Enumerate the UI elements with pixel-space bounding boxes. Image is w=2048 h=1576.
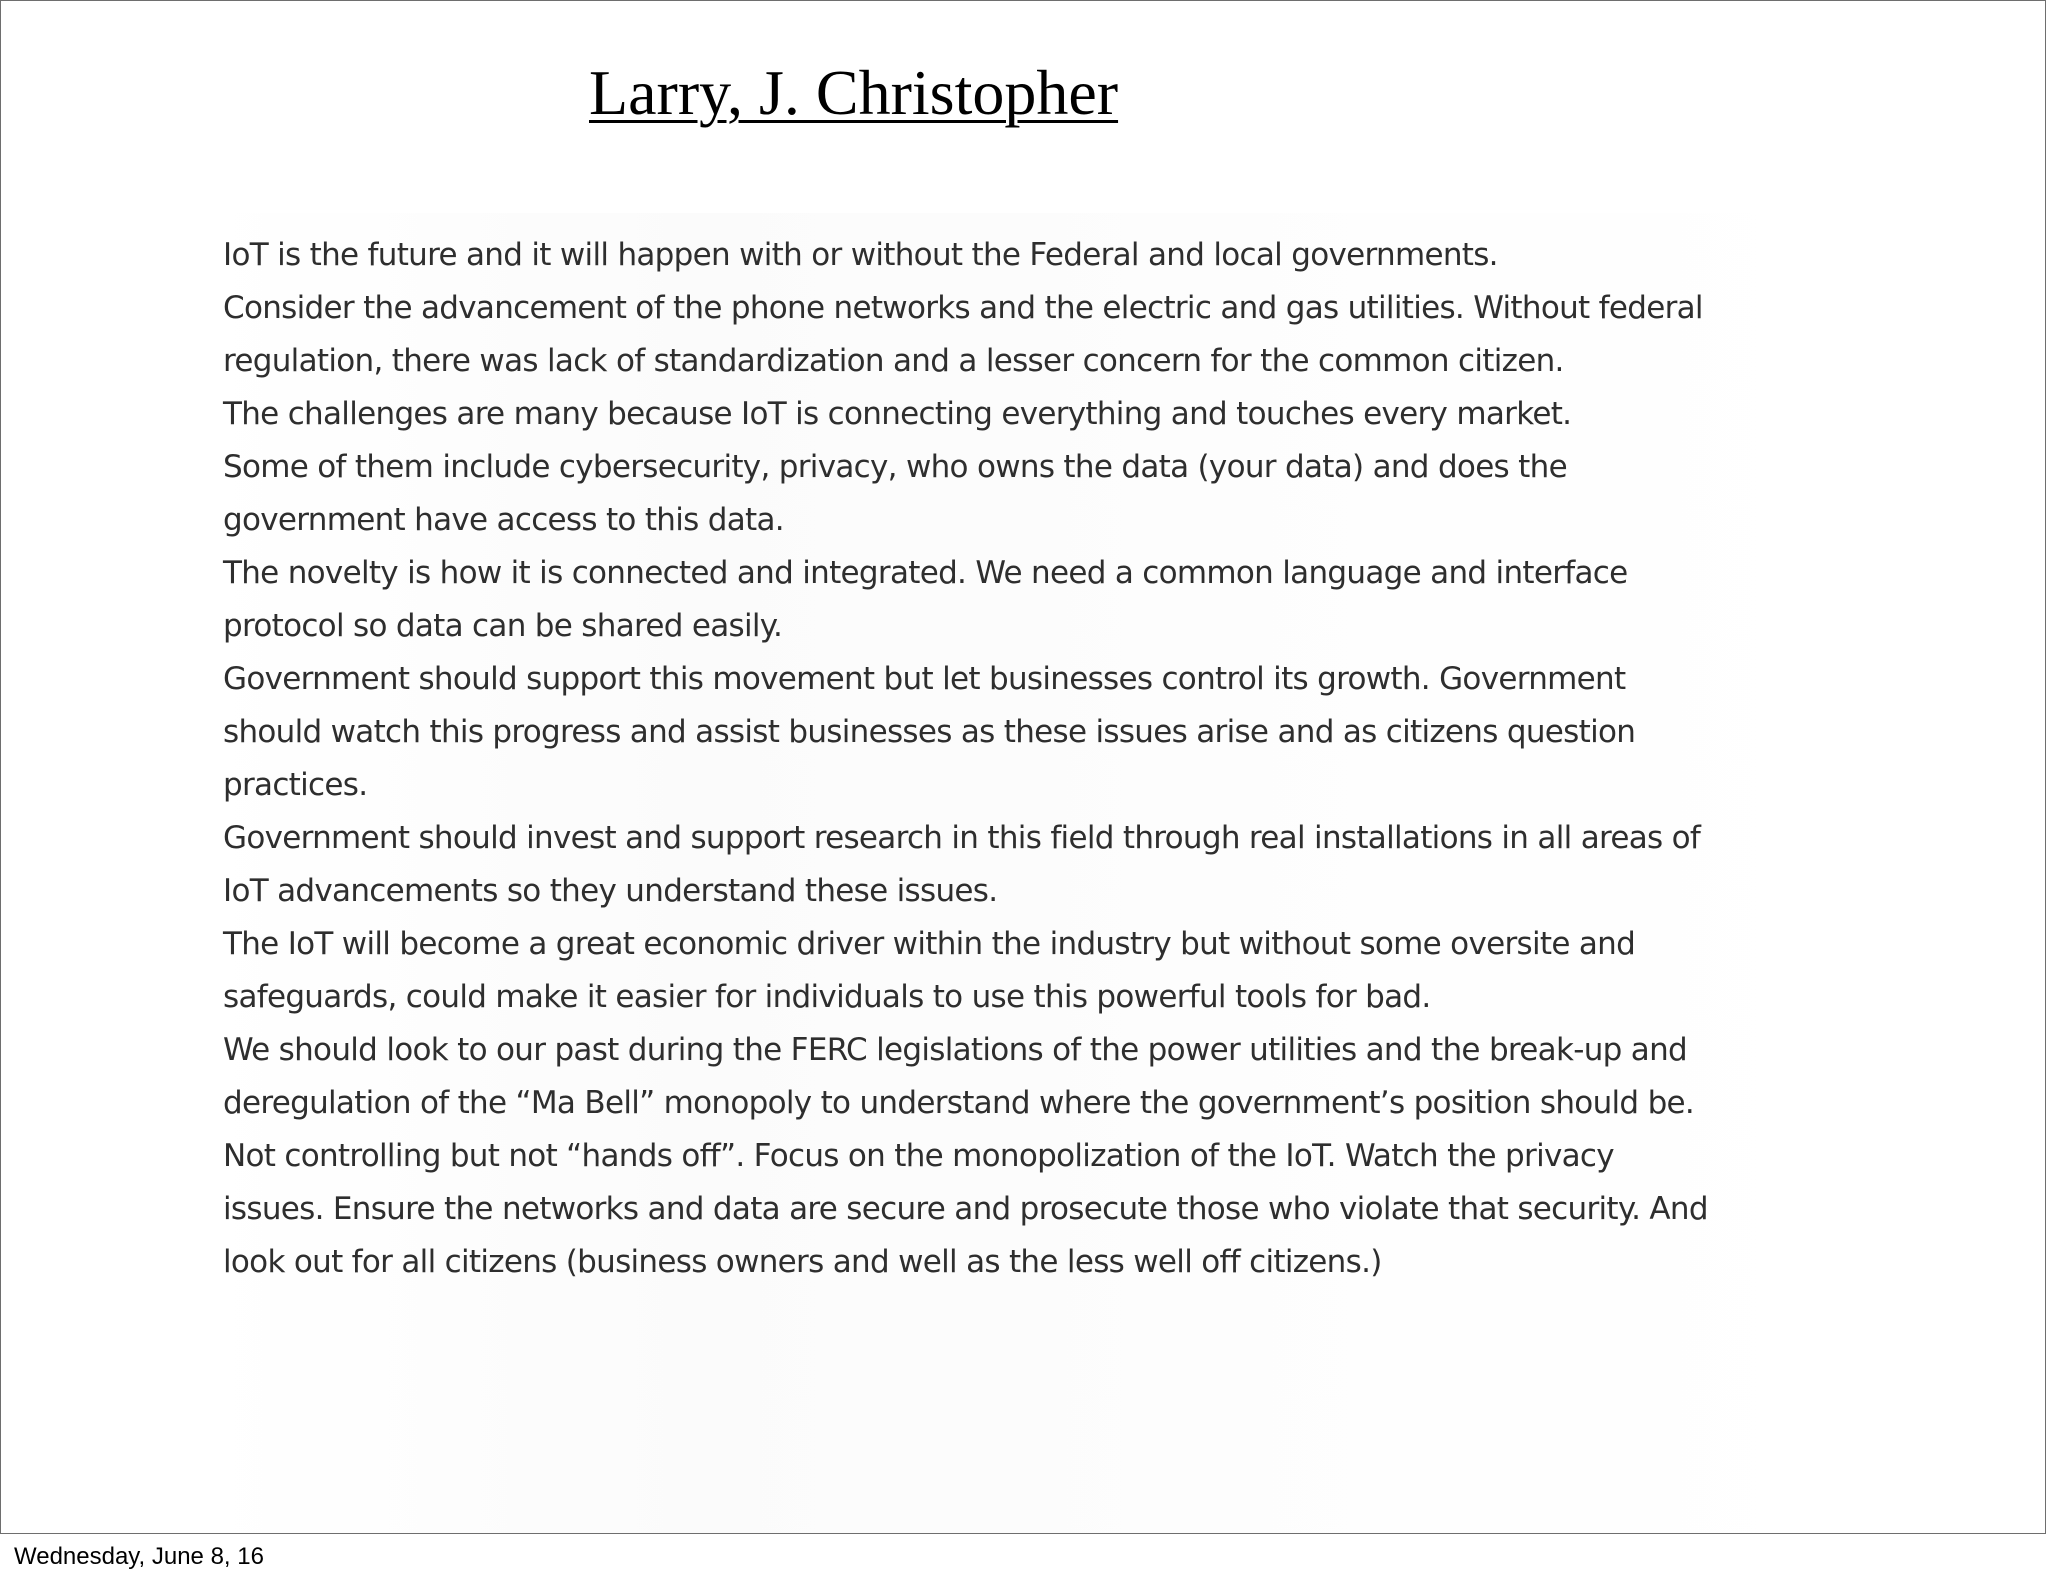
- body-line: protocol so data can be shared easily.: [223, 608, 783, 644]
- body-line: should watch this progress and assist businesses as these issues arise and as citizens question: [223, 714, 1636, 750]
- body-line: Government should support this movement but let businesses control its growth. Government: [223, 661, 1626, 697]
- body-line: look out for all citizens (business owners and well as the less well off citizens.): [223, 1244, 1382, 1280]
- body-line: Consider the advancement of the phone networks and the electric and gas utilities. Without federal: [223, 290, 1703, 326]
- body-line: We should look to our past during the FERC legislations of the power utilities and the break-up and: [223, 1032, 1687, 1068]
- slide-body-text: [223, 229, 1823, 1289]
- footer-date: Wednesday, June 8, 16: [14, 1543, 264, 1570]
- body-line: IoT advancements so they understand these issues.: [223, 873, 998, 909]
- body-line: issues. Ensure the networks and data are secure and prosecute those who violate that security. And: [223, 1191, 1708, 1227]
- page-footer: [0, 1534, 2048, 1576]
- body-line: government have access to this data.: [223, 502, 784, 538]
- body-line: The IoT will become a great economic driver within the industry but without some oversite and: [223, 926, 1636, 962]
- body-line: IoT is the future and it will happen with or without the Federal and local governments.: [223, 237, 1498, 273]
- body-line: The novelty is how it is connected and integrated. We need a common language and interface: [223, 555, 1628, 591]
- body-line: The challenges are many because IoT is connecting everything and touches every market.: [223, 396, 1572, 432]
- body-line: regulation, there was lack of standardization and a lesser concern for the common citizen.: [223, 343, 1564, 379]
- body-line: deregulation of the “Ma Bell” monopoly to understand where the government’s position should be.: [223, 1085, 1695, 1121]
- body-line: Government should invest and support research in this field through real installations in all areas of: [223, 820, 1701, 856]
- slide-title: Larry, J. Christopher: [589, 57, 1119, 128]
- body-line: Some of them include cybersecurity, privacy, who owns the data (your data) and does the: [223, 449, 1567, 485]
- body-line: practices.: [223, 767, 368, 803]
- body-line: Not controlling but not “hands off”. Focus on the monopolization of the IoT. Watch the privacy: [223, 1138, 1614, 1174]
- body-line: safeguards, could make it easier for individuals to use this powerful tools for bad.: [223, 979, 1431, 1015]
